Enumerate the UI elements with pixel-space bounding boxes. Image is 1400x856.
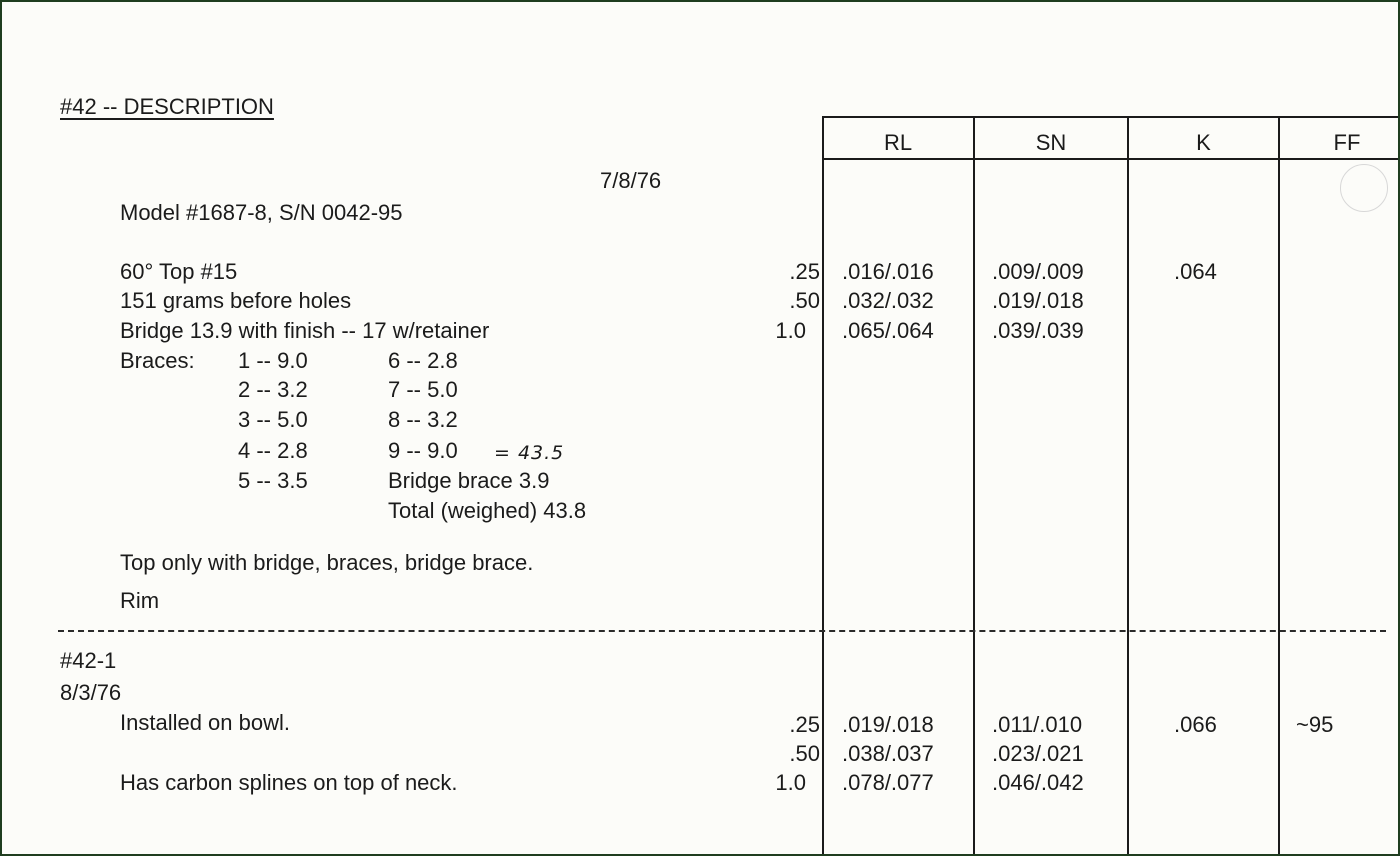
- table-column-rule: [973, 116, 975, 856]
- load-value: 1.0: [775, 770, 806, 795]
- rl-value: .078/.077: [842, 770, 934, 795]
- sn-value: .023/.021: [992, 741, 1084, 766]
- brace-weight: 2 -- 3.2: [238, 377, 308, 402]
- load-value: .50: [789, 288, 820, 313]
- brace-weight: 6 -- 2.8: [388, 348, 458, 373]
- description-line: Installed on bowl.: [120, 710, 290, 735]
- brace-weight: 7 -- 5.0: [388, 377, 458, 402]
- column-header-sn: SN: [1035, 130, 1067, 155]
- description-line: Has carbon splines on top of neck.: [120, 770, 458, 795]
- sn-value: .046/.042: [992, 770, 1084, 795]
- column-header-ff: FF: [1333, 130, 1361, 155]
- braces-label: Braces:: [120, 348, 195, 373]
- section-id: #42-1: [60, 648, 117, 673]
- table-column-rule: [1278, 116, 1280, 856]
- page-title: #42 -- DESCRIPTION: [60, 94, 274, 119]
- load-value: .25: [789, 712, 820, 737]
- rl-value: .032/.032: [842, 288, 934, 313]
- section-divider: [58, 630, 1386, 632]
- brace-weight: 8 -- 3.2: [388, 407, 458, 432]
- load-value: 1.0: [775, 318, 806, 343]
- section-date: 8/3/76: [60, 680, 122, 705]
- column-header-k: K: [1196, 130, 1211, 155]
- load-value: .50: [789, 741, 820, 766]
- brace-weight: 3 -- 5.0: [238, 407, 308, 432]
- rl-value: .019/.018: [842, 712, 934, 737]
- table-header-rule: [822, 158, 1398, 160]
- rl-value: .065/.064: [842, 318, 934, 343]
- brace-weight: 9 -- 9.0: [388, 438, 458, 463]
- brace-weight: 4 -- 2.8: [238, 438, 308, 463]
- table-column-rule: [1127, 116, 1129, 856]
- description-line: Bridge 13.9 with finish -- 17 w/retainer: [120, 318, 490, 343]
- sn-value: .039/.039: [992, 318, 1084, 343]
- table-column-rule: [822, 116, 824, 856]
- k-value: .064: [1174, 259, 1217, 284]
- sn-value: .019/.018: [992, 288, 1084, 313]
- ff-value: ~95: [1296, 712, 1334, 737]
- load-value: .25: [789, 259, 820, 284]
- sn-value: .009/.009: [992, 259, 1084, 284]
- model-line: Model #1687-8, S/N 0042-95: [120, 200, 403, 225]
- brace-weight: 5 -- 3.5: [238, 468, 308, 493]
- k-value: .066: [1174, 712, 1217, 737]
- table-top-rule: [822, 116, 1398, 118]
- bridge-brace-weight: Bridge brace 3.9: [388, 468, 550, 493]
- sn-value: .011/.010: [992, 712, 1083, 737]
- rl-value: .016/.016: [842, 259, 934, 284]
- handwritten-sum: = 43.5: [494, 442, 565, 464]
- test-date: 7/8/76: [600, 168, 662, 193]
- rim-label: Rim: [120, 588, 160, 613]
- rl-value: .038/.037: [842, 741, 934, 766]
- column-header-rl: RL: [883, 130, 913, 155]
- description-note: Top only with bridge, braces, bridge brace.: [120, 550, 534, 575]
- punch-hole-mark: [1340, 164, 1388, 212]
- brace-weight: 1 -- 9.0: [238, 348, 308, 373]
- total-weight: Total (weighed) 43.8: [388, 498, 587, 523]
- description-line: 151 grams before holes: [120, 288, 352, 313]
- description-line: 60° Top #15: [120, 259, 238, 284]
